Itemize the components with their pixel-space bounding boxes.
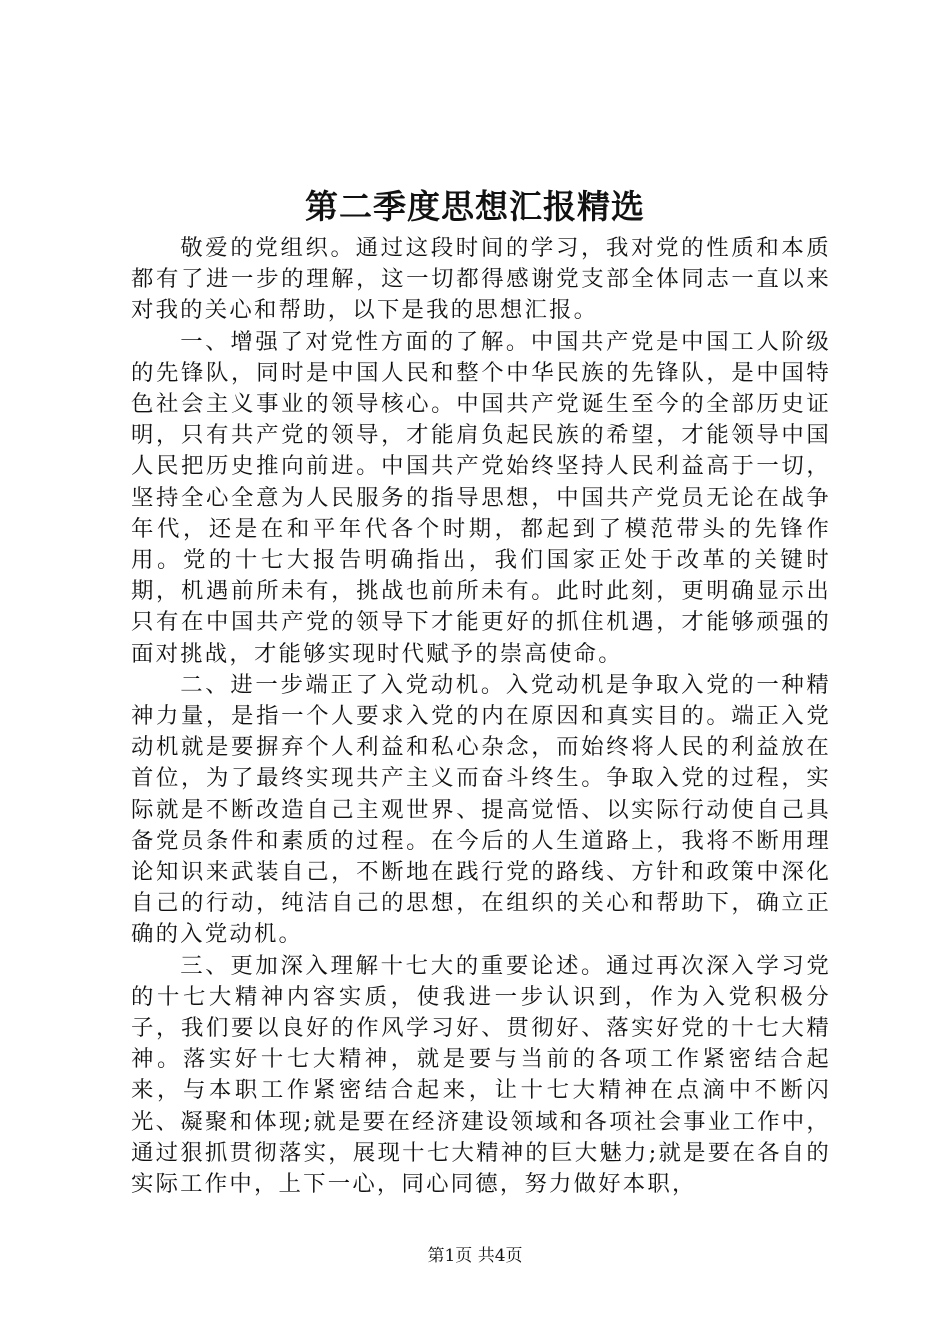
document-body [131,233,831,1200]
document-title: 第二季度思想汇报精选 [305,187,645,226]
paragraph-section-1: 一、增强了对党性方面的了解。中国共产党是中国工人阶级的先锋队，同时是中国人民和整个中华民族的先锋队，是中国特色社会主义事业的领导核心。中国共产党诞生至今的全部历史证明，只有共产党的领导，才能肩负起民族的希望，才能领导中国人民把历史推向前进。中国共产党始终坚持人民利益高于一切，坚持全心全意为人民服务的指导思想，中国共产党员无论在战争年代，还是在和平年代各个时期，都起到了模范带头的先锋作用。党的十七大报告明确指出，我们国家正处于改革的关键时期，机遇前所未有，挑战也前所未有。此时此刻，更明确显示出只有在中国共产党的领导下才能更好的抓住机遇，才能够顽强的面对挑战，才能够实现时代赋予的崇高使命。 [131,328,831,667]
paragraph-section-2: 二、进一步端正了入党动机。入党动机是争取入党的一种精神力量，是指一个人要求入党的内在原因和真实目的。端正入党动机就是要摒弃个人利益和私心杂念，而始终将人民的利益放在首位，为了最终实现共产主义而奋斗终生。争取入党的过程，实际就是不断改造自己主观世界、提高觉悟、以实际行动使自己具备党员条件和素质的过程。在今后的人生道路上，我将不断用理论知识来武装自己，不断地在践行党的路线、方针和政策中深化自己的行动，纯洁自己的思想，在组织的关心和帮助下，确立正确的入党动机。 [131,671,831,948]
paragraph-section-3: 三、更加深入理解十七大的重要论述。通过再次深入学习党的十七大精神内容实质，使我进一步认识到，作为入党积极分子，我们要以良好的作风学习好、贯彻好、落实好党的十七大精神。落实好十七大精神，就是要与当前的各项工作紧密结合起来，与本职工作紧密结合起来，让十七大精神在点滴中不断闪光、凝聚和体现;就是要在经济建设领域和各项社会事业工作中，通过狠抓贯彻落实，展现十七大精神的巨大魅力;就是要在各自的实际工作中，上下一心，同心同德，努力做好本职， [131,952,831,1198]
page-footer: 第1页 共4页 [427,1246,523,1266]
paragraph-intro: 敬爱的党组织。通过这段时间的学习，我对党的性质和本质都有了进一步的理解，这一切都得感谢党支部全体同志一直以来对我的关心和帮助，以下是我的思想汇报。 [131,235,831,324]
